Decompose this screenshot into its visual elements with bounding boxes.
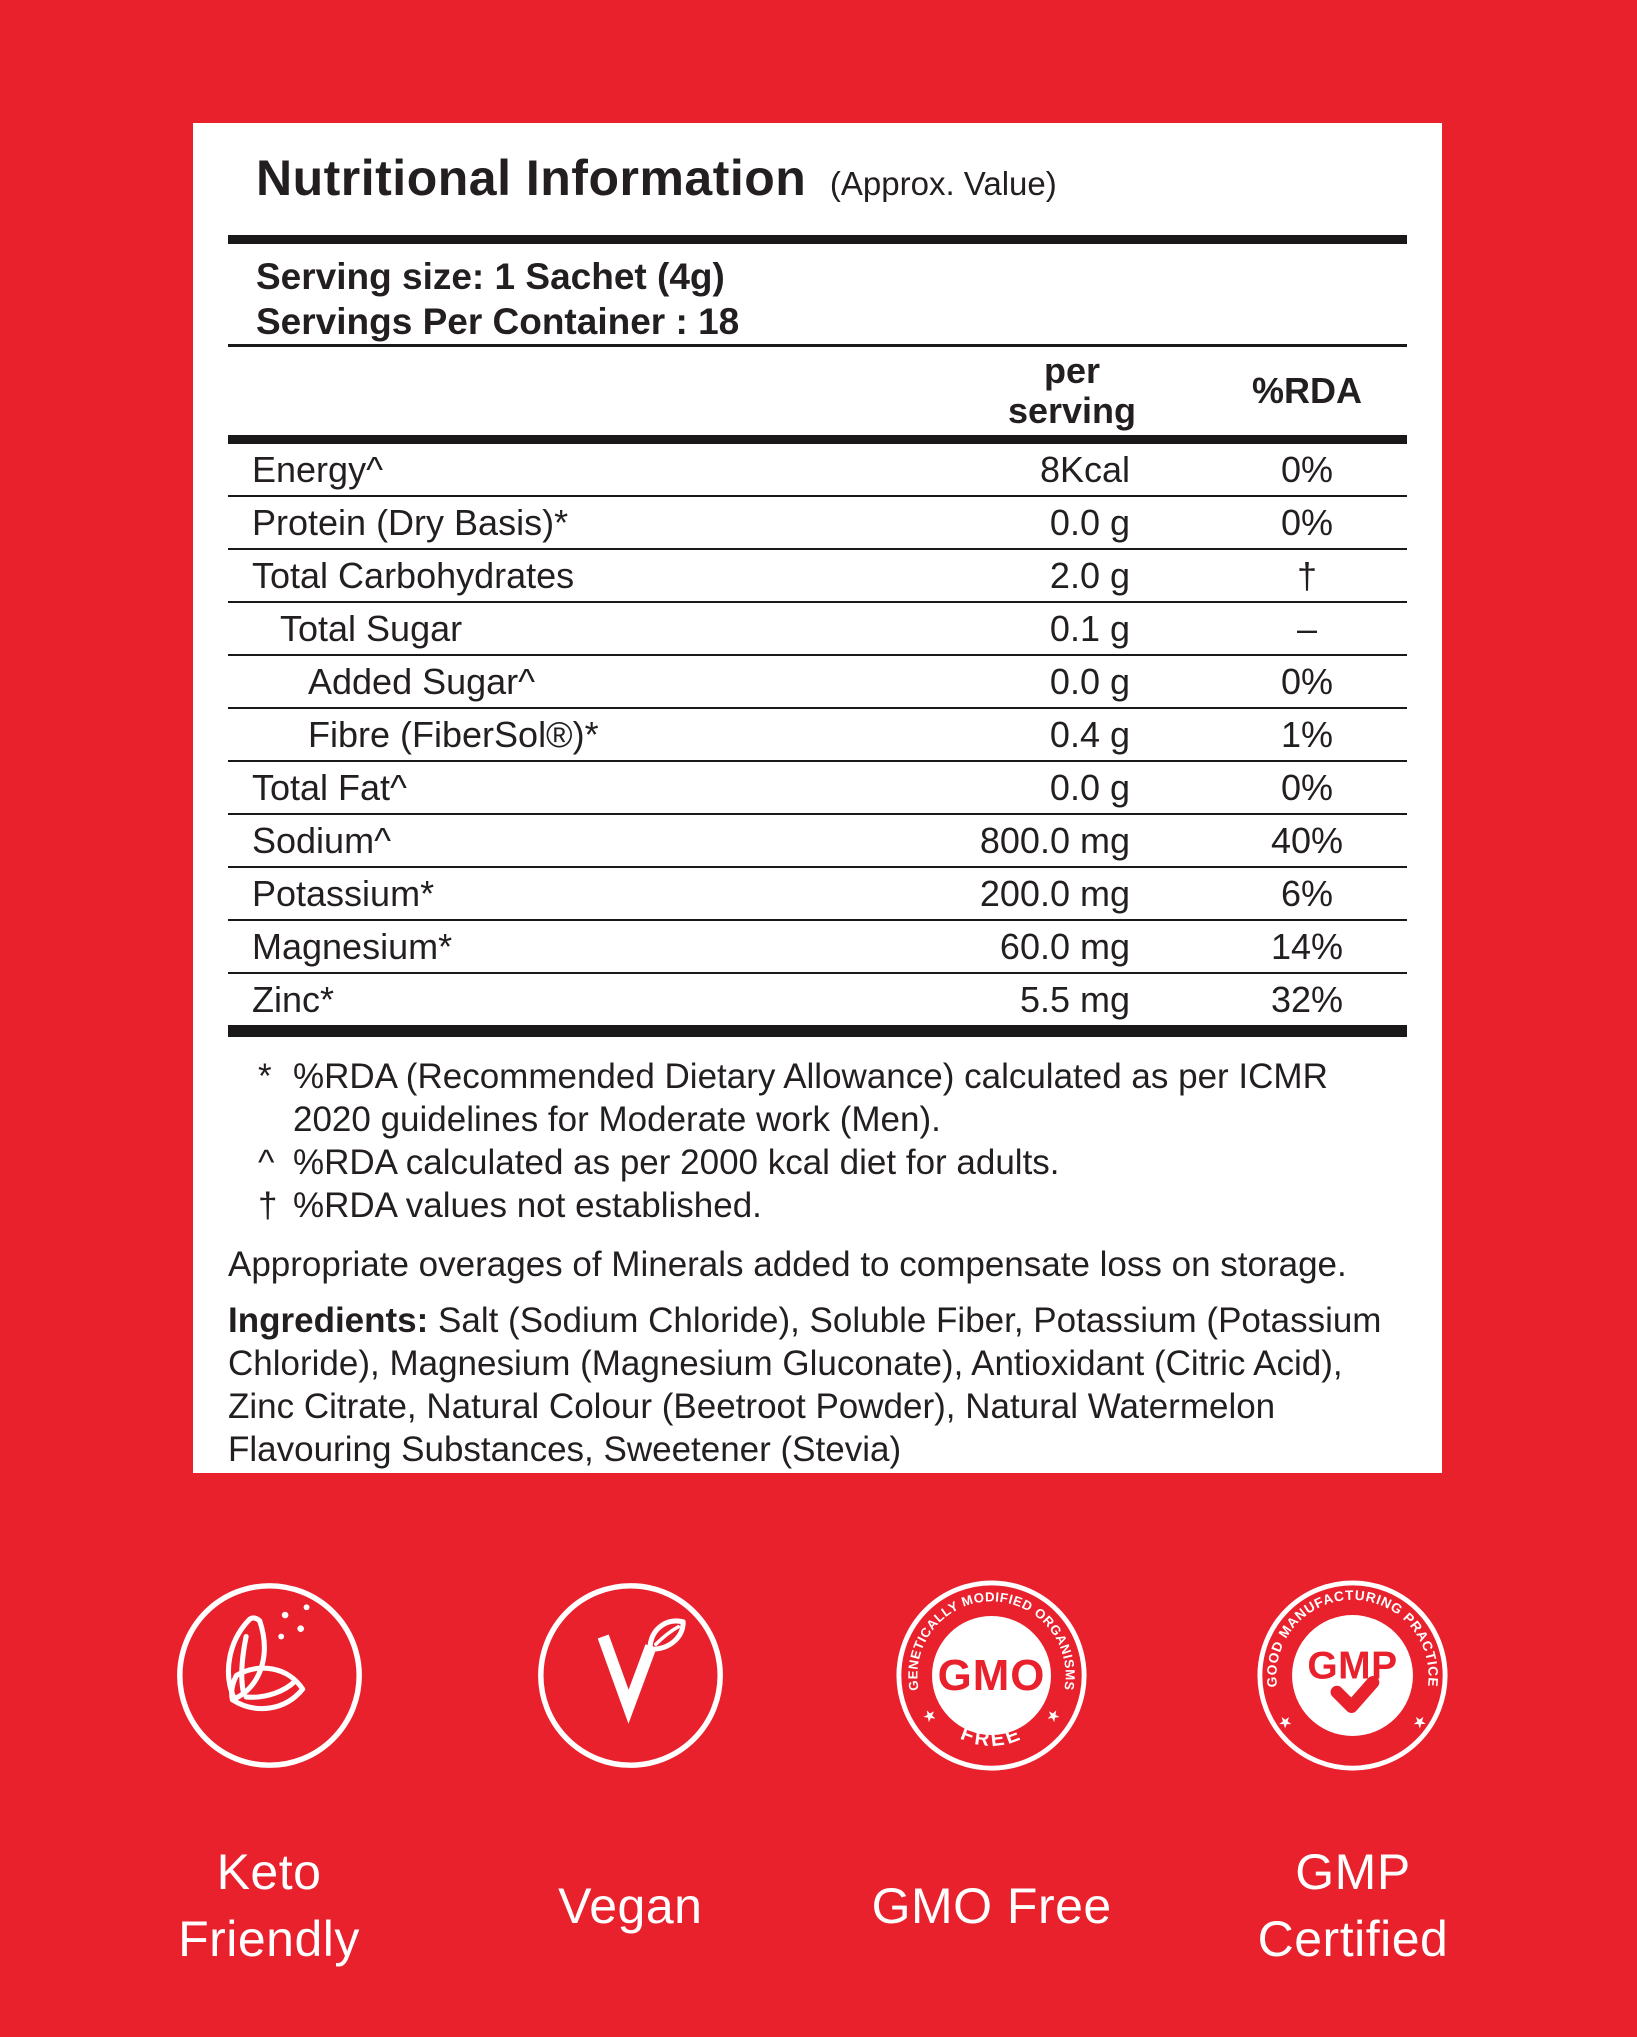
- star-icon: ★: [1275, 1711, 1297, 1734]
- nutrition-table: [228, 444, 1407, 1025]
- gmp-center-text: GMP: [1307, 1644, 1399, 1688]
- badge-keto-friendly: [104, 1578, 434, 1981]
- badge-label-line: Friendly: [178, 1911, 360, 1967]
- footnote: [228, 1055, 1407, 1141]
- row-value: 2.0 g: [1049, 554, 1130, 596]
- gmp-ring-top-text: GOOD MANUFACTURING PRACTICE: [1264, 1587, 1442, 1688]
- row-value: 800.0 mg: [979, 819, 1130, 861]
- table-header-row: [228, 347, 1407, 435]
- badge-label-vegan: [558, 1831, 702, 1981]
- badge-label-line: GMP: [1295, 1844, 1411, 1900]
- row-value: 0.0 g: [1049, 660, 1130, 702]
- row-rda: 0%: [1280, 660, 1334, 702]
- row-label: Fibre (FiberSol®)*: [308, 713, 599, 755]
- badge-label-line: Certified: [1257, 1911, 1449, 1967]
- column-header-rda: %RDA: [1251, 370, 1362, 411]
- title-approx-suffix: [821, 165, 1057, 202]
- column-header-per-serving: [937, 351, 1207, 431]
- ingredients-label: Ingredients:: [228, 1301, 429, 1340]
- nutrition-facts-card: [193, 123, 1442, 1473]
- footnote-marker: ^: [258, 1143, 275, 1182]
- per-serving-label: per serving: [1007, 350, 1137, 431]
- table-row: [228, 919, 1407, 972]
- row-rda: 6%: [1280, 872, 1334, 914]
- row-value: 200.0 mg: [979, 872, 1130, 914]
- servings-per-container: Servings Per Container : 18: [256, 301, 740, 342]
- star-icon: ★: [1409, 1711, 1431, 1734]
- row-rda: 0%: [1280, 448, 1334, 490]
- table-row: [228, 548, 1407, 601]
- serving-info: [256, 254, 1407, 344]
- table-row: [228, 444, 1407, 495]
- footnote-text: %RDA values not established.: [293, 1186, 762, 1225]
- footnote-marker: †: [258, 1186, 278, 1225]
- table-row: [228, 654, 1407, 707]
- gmo-free-seal-icon: [894, 1578, 1089, 1773]
- row-label: Total Fat^: [252, 766, 407, 808]
- gmo-ring-bottom-text: FREE: [957, 1721, 1026, 1752]
- badge-label-line: Vegan: [558, 1877, 703, 1934]
- row-value: 0.0 g: [1049, 766, 1130, 808]
- row-value: 60.0 mg: [999, 925, 1130, 967]
- certification-badges-row: [104, 1578, 1518, 1981]
- badge-label-line: GMO Free: [871, 1877, 1112, 1934]
- row-rda: 0%: [1280, 501, 1334, 543]
- badge-label-gmp-certified: [1258, 1831, 1449, 1981]
- row-label: Energy^: [252, 448, 383, 490]
- gmo-ring-top-text: GENETICALLY MODIFIED ORGANISMS: [905, 1589, 1078, 1692]
- gmo-center-text: GMO: [937, 1651, 1046, 1701]
- badge-vegan: [465, 1578, 795, 1981]
- serving-size: Serving size: 1 Sachet (4g): [256, 256, 725, 297]
- row-value: 0.4 g: [1049, 713, 1130, 755]
- row-value: 8Kcal: [1039, 448, 1130, 490]
- overages-note: Appropriate overages of Minerals added to compensate loss on storage.: [228, 1245, 1347, 1284]
- table-row: [228, 707, 1407, 760]
- divider-thick-bottom: [228, 1025, 1407, 1037]
- table-row: [228, 972, 1407, 1025]
- star-icon: ★: [1043, 1705, 1064, 1728]
- row-rda: –: [1296, 607, 1318, 649]
- table-row: [228, 601, 1407, 654]
- footnote-text: %RDA (Recommended Dietary Allowance) calculated as per ICMR 2020 guidelines for Moderate work (Men).: [293, 1057, 1328, 1139]
- gmp-compliant-seal-icon: [1255, 1578, 1450, 1773]
- row-rda: †: [1296, 554, 1318, 596]
- star-icon: ★: [919, 1705, 941, 1728]
- row-value: 5.5 mg: [1019, 978, 1130, 1020]
- badge-gmp-certified: [1188, 1578, 1518, 1981]
- row-label: Total Sugar: [280, 607, 463, 649]
- footnote: [228, 1184, 1407, 1227]
- row-label: Total Carbohydrates: [252, 554, 575, 596]
- footnote-text: %RDA calculated as per 2000 kcal diet for adults.: [293, 1143, 1060, 1182]
- row-rda: 40%: [1270, 819, 1344, 861]
- row-value: 0.0 g: [1049, 501, 1130, 543]
- card-title-line: [256, 149, 1407, 213]
- ingredients-paragraph: [228, 1299, 1407, 1471]
- row-rda: 32%: [1270, 978, 1344, 1020]
- title-approx-text: (Approx. Value): [829, 165, 1057, 202]
- row-label: Potassium*: [252, 872, 435, 914]
- row-label: Added Sugar^: [308, 660, 536, 702]
- table-row: [228, 866, 1407, 919]
- table-row: [228, 495, 1407, 548]
- divider-thick-top: [228, 235, 1407, 244]
- badge-gmo-free: [827, 1578, 1157, 1981]
- row-label: Sodium^: [252, 819, 391, 861]
- footnotes: [228, 1055, 1407, 1227]
- badge-label-keto-friendly: [178, 1831, 360, 1981]
- row-rda: 1%: [1280, 713, 1334, 755]
- keto-leaves-icon: [172, 1578, 367, 1773]
- row-value: 0.1 g: [1049, 607, 1130, 649]
- footnote-marker: *: [258, 1057, 272, 1096]
- page-title: Nutritional Information: [256, 150, 807, 206]
- ingredients-text: Salt (Sodium Chloride), Soluble Fiber, Potassium (Potassium Chloride), Magnesium (Magnesium Gluconate), Antioxidant (Citric Acid), Zinc Citrate, Natural Colour (Beetroot Powder), Natural Watermelon Flavouring Substances, Sweetener (Stevia): [228, 1301, 1382, 1469]
- divider-thick-header: [228, 435, 1407, 444]
- badge-label-gmo-free: [872, 1831, 1112, 1981]
- vegan-v-leaf-icon: [533, 1578, 728, 1773]
- row-label: Magnesium*: [252, 925, 453, 967]
- row-label: Protein (Dry Basis)*: [252, 501, 569, 543]
- gmp-ring-bottom-text: COMPLIANT: [1301, 1702, 1405, 1737]
- row-rda: 0%: [1280, 766, 1334, 808]
- row-rda: 14%: [1270, 925, 1344, 967]
- footnote: [228, 1141, 1407, 1184]
- table-row: [228, 760, 1407, 813]
- row-label: Zinc*: [252, 978, 335, 1020]
- badge-label-line: Keto: [216, 1844, 322, 1900]
- table-row: [228, 813, 1407, 866]
